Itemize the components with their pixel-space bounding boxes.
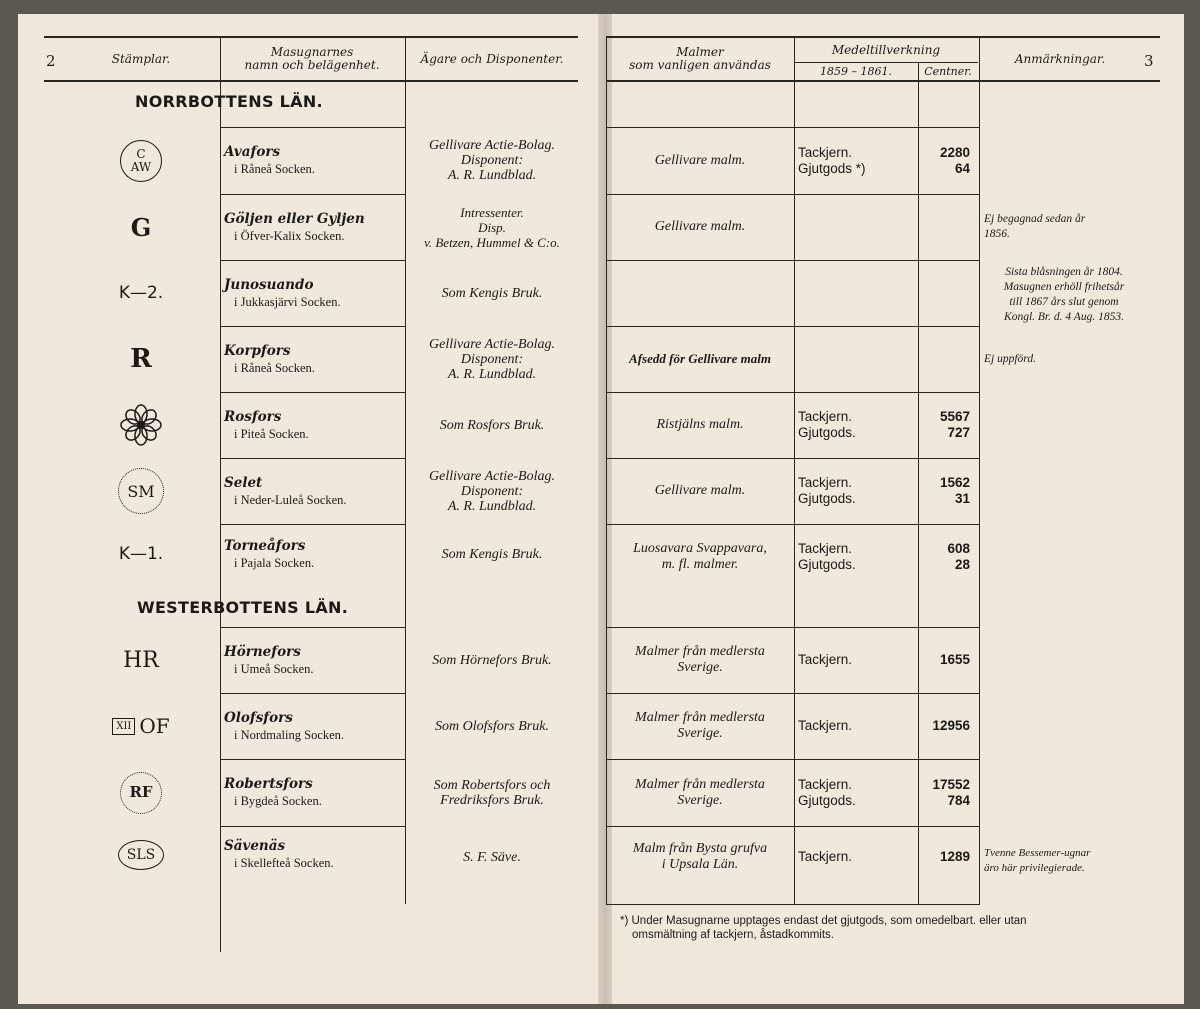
- col-rule-6: [979, 36, 980, 904]
- furnace-place: i Neder-Luleå Socken.: [234, 492, 347, 507]
- page-number-left: 2: [46, 52, 56, 70]
- stamp-torneafors: K—1.: [118, 544, 164, 564]
- owner-cell: Som Rosfors Bruk.: [439, 417, 545, 433]
- furnace-name: Olofsfors: [224, 709, 293, 726]
- col-rule-5: [918, 62, 919, 904]
- furnace-name: Selet: [224, 474, 263, 491]
- furnace-place: i Umeå Socken.: [234, 661, 314, 676]
- furnace-place: i Jukkasjärvi Socken.: [234, 294, 341, 309]
- owner-cell: S. F. Säve.: [463, 849, 521, 865]
- flower-stamp-icon: [66, 392, 216, 458]
- remark-cell: Sista blåsningen år 1804. Masugnen erhöll frihetsår till 1867 års slut genom Kongl. Br. d. 4 Aug. 1853.: [1003, 266, 1125, 323]
- table-row: [224, 693, 404, 759]
- table-row: [224, 458, 404, 524]
- quantity-cell: 12956: [932, 718, 970, 733]
- header-years: 1859 – 1861.: [820, 64, 892, 78]
- ore-cell: Luosavara Svappavara, m. fl. malmer.: [633, 541, 767, 572]
- remark-cell: Ej begagnad sedan år 1856.: [984, 213, 1086, 240]
- table-row: [224, 392, 404, 458]
- stamp-goljen: G: [130, 212, 152, 242]
- product-cell: Tackjern. Gjutgods *): [798, 144, 866, 176]
- product-cell: Tackjern.: [798, 849, 853, 864]
- owner-cell: Som Robertsfors och Fredriksfors Bruk.: [433, 777, 551, 808]
- product-cell: Tackjern. Gjutgods.: [798, 475, 856, 506]
- owner-cell: Intressenter. Disp. v. Betzen, Hummel & C:o.: [424, 204, 560, 250]
- owner-cell: Gellivare Actie-Bolag. Disponent: A. R. Lundblad.: [429, 138, 555, 183]
- section-westerbotten: WESTERBOTTENS LÄN.: [137, 598, 349, 617]
- header-bottom-rule-left: [44, 80, 578, 82]
- stamp-savenas: SLS: [66, 826, 216, 884]
- table-row: [224, 260, 404, 326]
- header-agare: Ägare och Disponenter.: [420, 51, 564, 66]
- table-row: [224, 834, 404, 874]
- furnace-name: Göljen eller Gyljen: [224, 210, 365, 227]
- furnace-place: i Råneå Socken.: [234, 360, 315, 375]
- stamp-olofsfors: XII OF: [66, 693, 216, 759]
- table-row: [224, 627, 404, 693]
- furnace-place: i Råneå Socken.: [234, 162, 315, 176]
- header-malmer: Malmer som vanligen användas: [629, 45, 771, 72]
- product-cell: Tackjern. Gjutgods.: [798, 409, 856, 440]
- header-masugn: Masugnarnes namn och belägenhet.: [244, 45, 380, 72]
- quantity-cell: 1289: [939, 849, 970, 864]
- furnace-place: i Piteå Socken.: [234, 426, 309, 441]
- furnace-name: Hörnefors: [224, 643, 301, 660]
- ore-cell: Afsedd för Gellivare malm: [629, 351, 771, 366]
- header-medeltillverkning: Medeltillverkning: [831, 42, 941, 57]
- header-stamplar: Stämplar.: [111, 51, 171, 66]
- ore-cell: Malmer från medlersta Sverige.: [635, 776, 765, 808]
- table-bottom-rule: [606, 904, 980, 905]
- quantity-cell: 2280 64: [939, 144, 970, 176]
- ore-cell: Malm från Bysta grufva i Upsala Län.: [632, 841, 768, 872]
- remark-cell: Tvenne Bessemer-ugnar äro här privilegierade.: [984, 847, 1091, 874]
- quantity-cell: 5567 727: [939, 409, 970, 440]
- ore-cell: Malmer från medlersta Sverige.: [635, 644, 765, 675]
- furnace-place: i Pajala Socken.: [234, 555, 315, 570]
- ore-cell: Gellivare malm.: [654, 152, 746, 168]
- quantity-cell: 1655: [939, 652, 970, 667]
- quantity-cell: 608 28: [947, 541, 970, 572]
- quantity-cell: 17552 784: [932, 776, 970, 808]
- header-centner: Centner.: [924, 64, 972, 78]
- footnote: *) Under Masugnarne upptages endast det gjutgods, som omedelbart. eller utan omsmältning af tackjern, åstadkommits.: [620, 915, 1027, 941]
- furnace-name: Rosfors: [224, 408, 282, 425]
- furnace-name: Sävenäs: [224, 837, 286, 854]
- ore-cell: Ristjälns malm.: [656, 417, 744, 432]
- row-rule: [606, 260, 980, 261]
- table-row: [224, 759, 404, 826]
- row-rule: [220, 826, 406, 827]
- stamp-robertsfors: RF: [66, 759, 216, 826]
- stamp-selet: SM: [66, 458, 216, 524]
- page-number-right: 3: [1144, 52, 1154, 70]
- product-cell: Tackjern.: [798, 652, 853, 667]
- owner-cell: Gellivare Actie-Bolag. Disponent: A. R. Lundblad.: [429, 336, 555, 382]
- furnace-name: Junosuando: [224, 276, 314, 293]
- furnace-name: Torneåfors: [224, 537, 306, 554]
- ore-cell: Gellivare malm.: [654, 483, 746, 498]
- table-row: [224, 326, 404, 392]
- furnace-name: Robertsfors: [224, 776, 313, 792]
- header-bottom-rule-right: [606, 80, 1160, 82]
- product-cell: Tackjern. Gjutgods.: [798, 541, 856, 572]
- furnace-place: i Nordmaling Socken.: [234, 727, 345, 742]
- furnace-place: i Öfver-Kalix Socken.: [234, 228, 345, 243]
- stamp-hornefors: HR: [123, 647, 159, 673]
- table-row: [224, 194, 404, 260]
- remark-cell: Ej uppförd.: [984, 352, 1036, 365]
- ore-cell: Gellivare malm.: [654, 219, 746, 234]
- stamp-junosuando: K—2.: [118, 283, 164, 303]
- owner-cell: Som Hörnefors Bruk.: [432, 652, 552, 668]
- owner-cell: Som Kengis Bruk.: [441, 285, 543, 301]
- furnace-place: i Skellefteå Socken.: [234, 855, 334, 870]
- col-rule-1: [220, 36, 221, 952]
- col-rule-4: [794, 36, 795, 904]
- furnace-name: Avafors: [224, 144, 281, 160]
- owner-cell: Som Olofsfors Bruk.: [435, 718, 549, 734]
- furnace-name: Korpfors: [224, 342, 291, 359]
- quantity-cell: 1562 31: [939, 475, 970, 506]
- section-norrbotten: NORRBOTTENS LÄN.: [135, 92, 323, 111]
- table-row: [224, 127, 404, 194]
- table-row: [224, 524, 404, 584]
- stamp-korpfors: R: [130, 344, 152, 374]
- header-anmarkningar: Anmärkningar.: [1014, 51, 1106, 66]
- furnace-place: i Bygdeå Socken.: [234, 794, 322, 808]
- owner-cell: Gellivare Actie-Bolag. Disponent: A. R. Lundblad.: [429, 468, 555, 514]
- product-cell: Tackjern.: [798, 718, 853, 733]
- ore-cell: Malmer från medlersta Sverige.: [635, 710, 765, 741]
- stamp-avafors: C AW: [66, 127, 216, 194]
- owner-cell: Som Kengis Bruk.: [441, 546, 543, 562]
- product-cell: Tackjern. Gjutgods.: [798, 776, 856, 808]
